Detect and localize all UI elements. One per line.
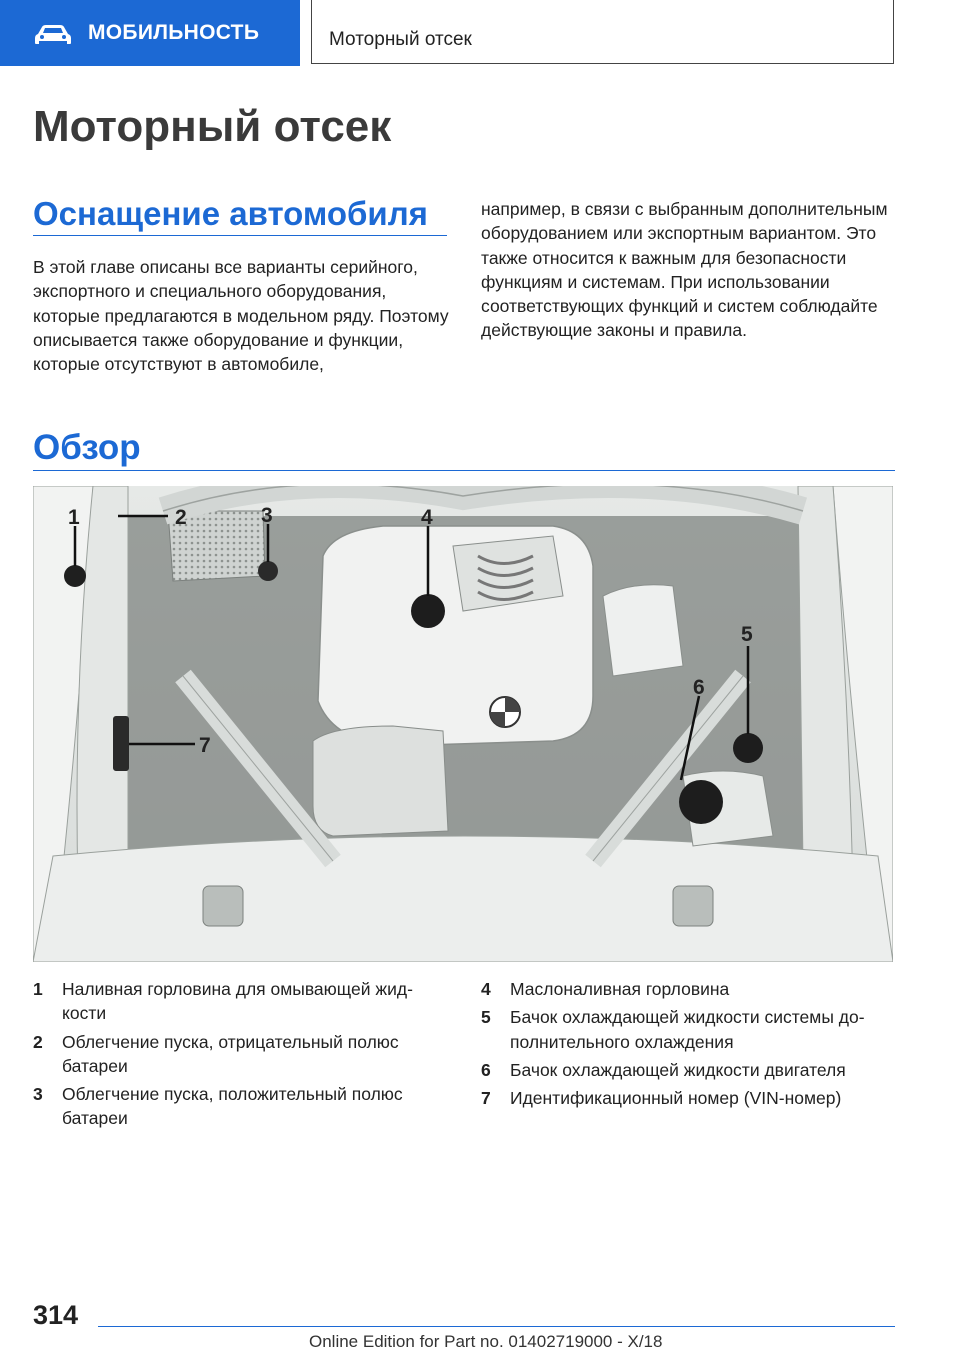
legend-number: 7 <box>481 1088 491 1109</box>
breadcrumb-text: Моторный отсек <box>329 29 472 50</box>
engine-bay-illustration <box>33 486 893 962</box>
legend-list-right <box>481 977 895 1114</box>
breadcrumb <box>311 0 894 64</box>
footer-divider <box>98 1326 895 1327</box>
section-divider <box>33 235 447 236</box>
page-number: 314 <box>33 1300 79 1330</box>
legend-item <box>481 1005 895 1054</box>
legend-item <box>33 1082 449 1131</box>
legend-number: 1 <box>33 979 43 999</box>
legend-number: 3 <box>33 1084 43 1105</box>
equipment-text-left: В этой главе описаны все варианты серийного, экспортного и специального оборудования, которые предлагаются в модельном ряду. Поэтому описывается также оборудование и функции, которые отсутствуют в автомобиле, <box>33 257 449 375</box>
legend-text: Облегчение пуска, положительный полюс батареи <box>62 1084 403 1129</box>
equipment-text-right: например, в связи с выбранным дополнительным оборудованием или экспортным вариантом. Это также относится к важным для безопасности функциям и системам. При использовании соответствующих функций и систем соблюдайте действующие законы и правила. <box>481 199 888 341</box>
legend-number: 6 <box>481 1059 491 1080</box>
callout-1: 1 <box>68 506 80 529</box>
section-divider <box>33 470 895 471</box>
chapter-tab[interactable] <box>0 0 300 66</box>
callout-4: 4 <box>421 506 433 529</box>
legend-number: 2 <box>33 1031 43 1052</box>
legend-text: Облегчение пуска, отрицательный полюс батареи <box>62 1031 399 1076</box>
legend-text: Бачок охлаждающей жидкости двигателя <box>510 1059 846 1080</box>
section-heading-overview: Обзор <box>33 428 141 467</box>
legend-item <box>33 1030 449 1079</box>
callout-2: 2 <box>175 506 187 529</box>
legend-item <box>481 1086 895 1110</box>
legend-text: Идентификационный номер (VIN-номер) <box>510 1088 842 1109</box>
engine-bay-drawing <box>33 486 893 962</box>
legend-number: 4 <box>481 979 491 999</box>
legend-list-left <box>33 977 449 1135</box>
legend-text: Маслоналивная горловина <box>510 979 730 999</box>
callout-3: 3 <box>261 504 273 527</box>
page-title: Моторный отсек <box>33 102 392 151</box>
section-heading-equipment: Оснащение автомобиля <box>33 195 428 232</box>
chapter-tab-label: МОБИЛЬНОСТЬ <box>88 21 260 44</box>
legend-item <box>33 977 449 1026</box>
legend-item <box>481 1058 895 1082</box>
car-icon <box>34 24 72 46</box>
callout-7: 7 <box>199 734 211 757</box>
callout-6: 6 <box>693 676 705 699</box>
legend-number: 5 <box>481 1007 491 1028</box>
legend-text: Наливная горловина для омывающей жидкости <box>62 979 413 1024</box>
callout-5: 5 <box>741 623 753 646</box>
legend-item <box>481 977 895 1001</box>
legend-text: Бачок охлаждающей жидкости системы дополнительного охлаждения <box>510 1007 865 1052</box>
edition-note: Online Edition for Part no. 01402719000 - X/18 <box>309 1332 663 1351</box>
